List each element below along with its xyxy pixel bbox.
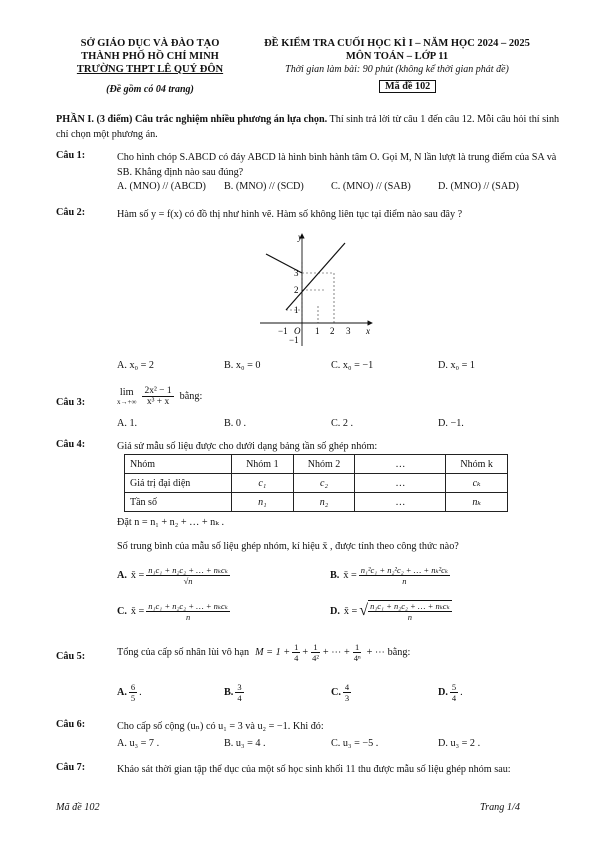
q6-option-d[interactable]: D. u₃ = 2 . [438, 738, 481, 749]
subject-title: MÔN TOÁN – LỚP 11 [345, 51, 449, 62]
table-cell: n₁ [232, 493, 294, 512]
num: 6 [130, 682, 136, 692]
q6-option-c[interactable]: C. u₃ = −5 . [331, 738, 379, 749]
q1-label: Câu 1: [56, 150, 86, 161]
x-tick-2: 2 [330, 326, 335, 336]
q3-denominator: x³ + x [146, 397, 170, 407]
part1-title: PHẦN I. (3 điểm) Câu trắc nghiệm nhiều phương án lựa chọn. [56, 114, 328, 125]
table-cell: … [355, 474, 446, 493]
option-fraction [450, 682, 458, 703]
plus-sign: + [302, 647, 309, 658]
q4-option-a[interactable] [117, 565, 232, 586]
exam-code-box [379, 81, 436, 92]
q1-text: Cho hình chóp S.ABCD có đáy ABCD là hình bình hành tâm O. Gọi M, N lần lượt là trung điểm của SA và SB. Khẳng định nào sau đúng? [117, 152, 557, 178]
den: 4 [294, 653, 299, 663]
q3-label: Câu 3: [56, 397, 86, 408]
q5-option-a[interactable]: A. $\frac{6}{5}$ . [117, 682, 142, 703]
sqrt-sign-icon: √ [359, 602, 369, 619]
table-cell: Tần số [125, 493, 232, 512]
q3-tail: bằng: [179, 391, 203, 402]
table-row [125, 455, 508, 474]
q6-option-b[interactable]: B. u₃ = 4 . [224, 738, 266, 749]
formula-fraction [146, 601, 230, 622]
q5-tail: + ⋯ bằng: [366, 647, 411, 658]
q6-options [117, 738, 557, 749]
page-count-note: (Đề gồm có 04 trang) [106, 84, 194, 95]
q3-numerator: 2x² − 1 [144, 386, 172, 396]
num: 1 [294, 642, 299, 652]
q2-label: Câu 2: [56, 207, 86, 218]
q3-option-a[interactable]: A. 1. [117, 418, 138, 429]
num: 4 [344, 682, 350, 692]
q4-option-b[interactable] [330, 565, 452, 586]
q6-label: Câu 6: [56, 719, 86, 730]
part1-intro [56, 112, 561, 142]
den: 4 [451, 693, 457, 703]
den: 4² [312, 653, 319, 663]
formula-denominator: n [185, 612, 191, 622]
q1-options [117, 181, 557, 192]
q3-option-c[interactable]: C. 2 . [331, 418, 354, 429]
x-tick-1: 1 [315, 326, 320, 336]
formula-numerator: n₁c₁ + n₂c₂ + … + nₖcₖ [370, 601, 450, 611]
option-letter: C. [331, 687, 341, 698]
table-cell: Nhóm 1 [232, 455, 294, 474]
x-tick-neg1: −1 [278, 326, 288, 336]
q2-option-d[interactable]: D. x₀ = 1 [438, 360, 476, 371]
table-cell: Nhóm 2 [293, 455, 355, 474]
option-letter: B. [330, 570, 340, 581]
footer-exam-code: Mã đề 102 [56, 802, 100, 813]
formula-numerator: n₁²c₁ + n₂²c₂ + … + nₖ²cₖ [360, 565, 448, 575]
table-cell: cₖ [446, 474, 508, 493]
q2-option-c[interactable]: C. x₀ = −1 [331, 360, 374, 371]
q3-limit [117, 387, 136, 406]
y-tick-3: 3 [294, 268, 299, 278]
q5-option-b[interactable] [224, 682, 246, 703]
formula-lhs: x̄ = [343, 605, 358, 617]
table-cell: c₁ [232, 474, 294, 493]
y-tick-neg1: −1 [289, 335, 299, 345]
num: 5 [451, 682, 457, 692]
department-name: SỞ GIÁO DỤC VÀ ĐÀO TẠO [80, 38, 220, 49]
option-fraction [129, 682, 137, 703]
q3-fraction [142, 386, 173, 407]
q1-option-a[interactable]: A. (MNO) // (ABCD) [117, 181, 206, 192]
q2-options [117, 360, 557, 371]
q6-text: Cho cấp số cộng (uₙ) có u₁ = 3 và u₂ = −1. Khi đó: [117, 721, 324, 732]
q1-option-c[interactable]: C. (MNO) // (SAB) [331, 181, 411, 192]
x-axis-label: x [366, 326, 370, 336]
q7-text: Khảo sát thời gian tập thể dục của một số học sinh khối 11 thu được mẫu số liệu ghép nhóm sau: [117, 764, 511, 775]
q6-option-a[interactable]: A. u₃ = 7 . [117, 738, 160, 749]
q4-label: Câu 4: [56, 439, 86, 450]
option-letter: D. [438, 687, 448, 698]
q5-term-n [352, 642, 363, 663]
exam-code: Mã đề 102 [379, 80, 436, 93]
q5-text-pre: Tổng của cấp số nhân lùi vô hạn [117, 647, 250, 658]
school-name: TRƯỜNG THPT LÊ QUÝ ĐÔN [76, 64, 224, 75]
option-fraction [235, 682, 243, 703]
table-cell: Nhóm [125, 455, 232, 474]
den: 4 [237, 693, 242, 703]
q3-option-b[interactable]: B. 0 . [224, 418, 247, 429]
num: 1 [355, 642, 360, 652]
y-tick-2: 2 [294, 285, 299, 295]
city-name: THÀNH PHỐ HỒ CHÍ MINH [81, 51, 219, 62]
formula-denominator: √n [183, 576, 193, 586]
formula-numerator: n₁c₁ + n₂c₂ + … + nₖcₖ [148, 601, 228, 611]
q5-term-2 [310, 642, 321, 663]
q2-text: Hàm số y = f(x) có đồ thị như hình vẽ. Hàm số không liên tục tại điểm nào sau đây ? [117, 209, 463, 220]
q3-lim-word: lim [119, 387, 134, 398]
formula-fraction [146, 565, 230, 586]
formula-denominator: n [407, 612, 412, 622]
table-cell: Nhóm k [446, 455, 508, 474]
q5-option-c[interactable] [331, 682, 353, 703]
option-letter: B. [224, 687, 234, 698]
q4-question: Số trung bình của mẫu số liệu ghép nhóm, kí hiệu x̄ , được tính theo công thức nào? [117, 541, 459, 552]
table-cell: Giá trị đại diện [125, 474, 232, 493]
den: 3 [344, 693, 350, 703]
q1-option-d[interactable]: D. (MNO) // (SAD) [438, 181, 519, 192]
q5-label: Câu 5: [56, 651, 86, 662]
formula-lhs: x̄ = [130, 570, 145, 581]
q5-term-1 [292, 642, 300, 663]
q5-dots: + ⋯ + [322, 647, 350, 658]
table-cell: … [355, 493, 446, 512]
den: 4ⁿ [353, 653, 361, 663]
q5-text [117, 642, 410, 663]
time-note: Thời gian làm bài: 90 phút (không kể thời gian phát đề) [285, 64, 509, 75]
q4-option-c[interactable] [117, 601, 232, 622]
x-tick-3: 3 [346, 326, 351, 336]
q3-options [117, 418, 557, 429]
table-cell: n₂ [293, 493, 355, 512]
table-cell: … [355, 455, 446, 474]
origin-label: O [294, 326, 301, 336]
q3-option-d[interactable]: D. −1. [438, 418, 464, 429]
q2-option-b[interactable]: B. x₀ = 0 [224, 360, 261, 371]
table-row [125, 493, 508, 512]
q4-text: Giả sử mẫu số liệu được cho dưới dạng bảng tần số ghép nhóm: [117, 441, 378, 452]
formula-denominator: n [402, 576, 407, 586]
table-cell: nₖ [446, 493, 508, 512]
y-tick-1: 1 [294, 305, 299, 315]
q3-lim-sub: x→+∞ [117, 398, 137, 406]
q3-expression [117, 386, 202, 407]
num: 1 [313, 642, 318, 652]
num: 3 [237, 682, 242, 692]
part1-instructions: Thí sinh trả lời từ câu 1 đến câu 12. Mỗi câu hỏi thí sinh chỉ chọn một phương án. [56, 114, 560, 140]
q2-function-graph [250, 228, 380, 350]
q4-definition: Đặt n = n₁ + n₂ + … + nₖ . [117, 517, 225, 528]
option-letter: A. [117, 687, 127, 698]
option-letter: C. [117, 606, 127, 617]
q5-sum-start: M = 1 + [255, 647, 291, 658]
den: 5 [130, 693, 136, 703]
formula-numerator: n₁c₁ + n₂c₂ + … + nₖcₖ [148, 565, 228, 575]
option-fraction [343, 682, 351, 703]
frequency-table [124, 454, 508, 512]
y-axis-label: y [298, 232, 302, 242]
option-letter: A. [117, 570, 127, 581]
q4-option-d[interactable] [330, 600, 454, 622]
formula-lhs: x̄ = [343, 570, 357, 581]
formula-fraction [368, 600, 452, 622]
formula-fraction [359, 565, 450, 586]
q5-option-d[interactable]: D. $\frac{5}{4}$ . [438, 682, 463, 703]
q2-option-a[interactable]: A. x₀ = 2 [117, 360, 155, 371]
exam-title: ĐỀ KIỂM TRA CUỐI HỌC KÌ I – NĂM HỌC 2024 – 2025 [264, 38, 530, 49]
formula-lhs: x̄ = [130, 606, 145, 617]
footer-page-number: Trang 1/4 [480, 802, 520, 813]
option-letter: D. [330, 605, 340, 617]
q7-label: Câu 7: [56, 762, 86, 773]
table-cell: c₂ [293, 474, 355, 493]
q1-option-b[interactable]: B. (MNO) // (SCD) [224, 181, 304, 192]
table-row [125, 474, 508, 493]
